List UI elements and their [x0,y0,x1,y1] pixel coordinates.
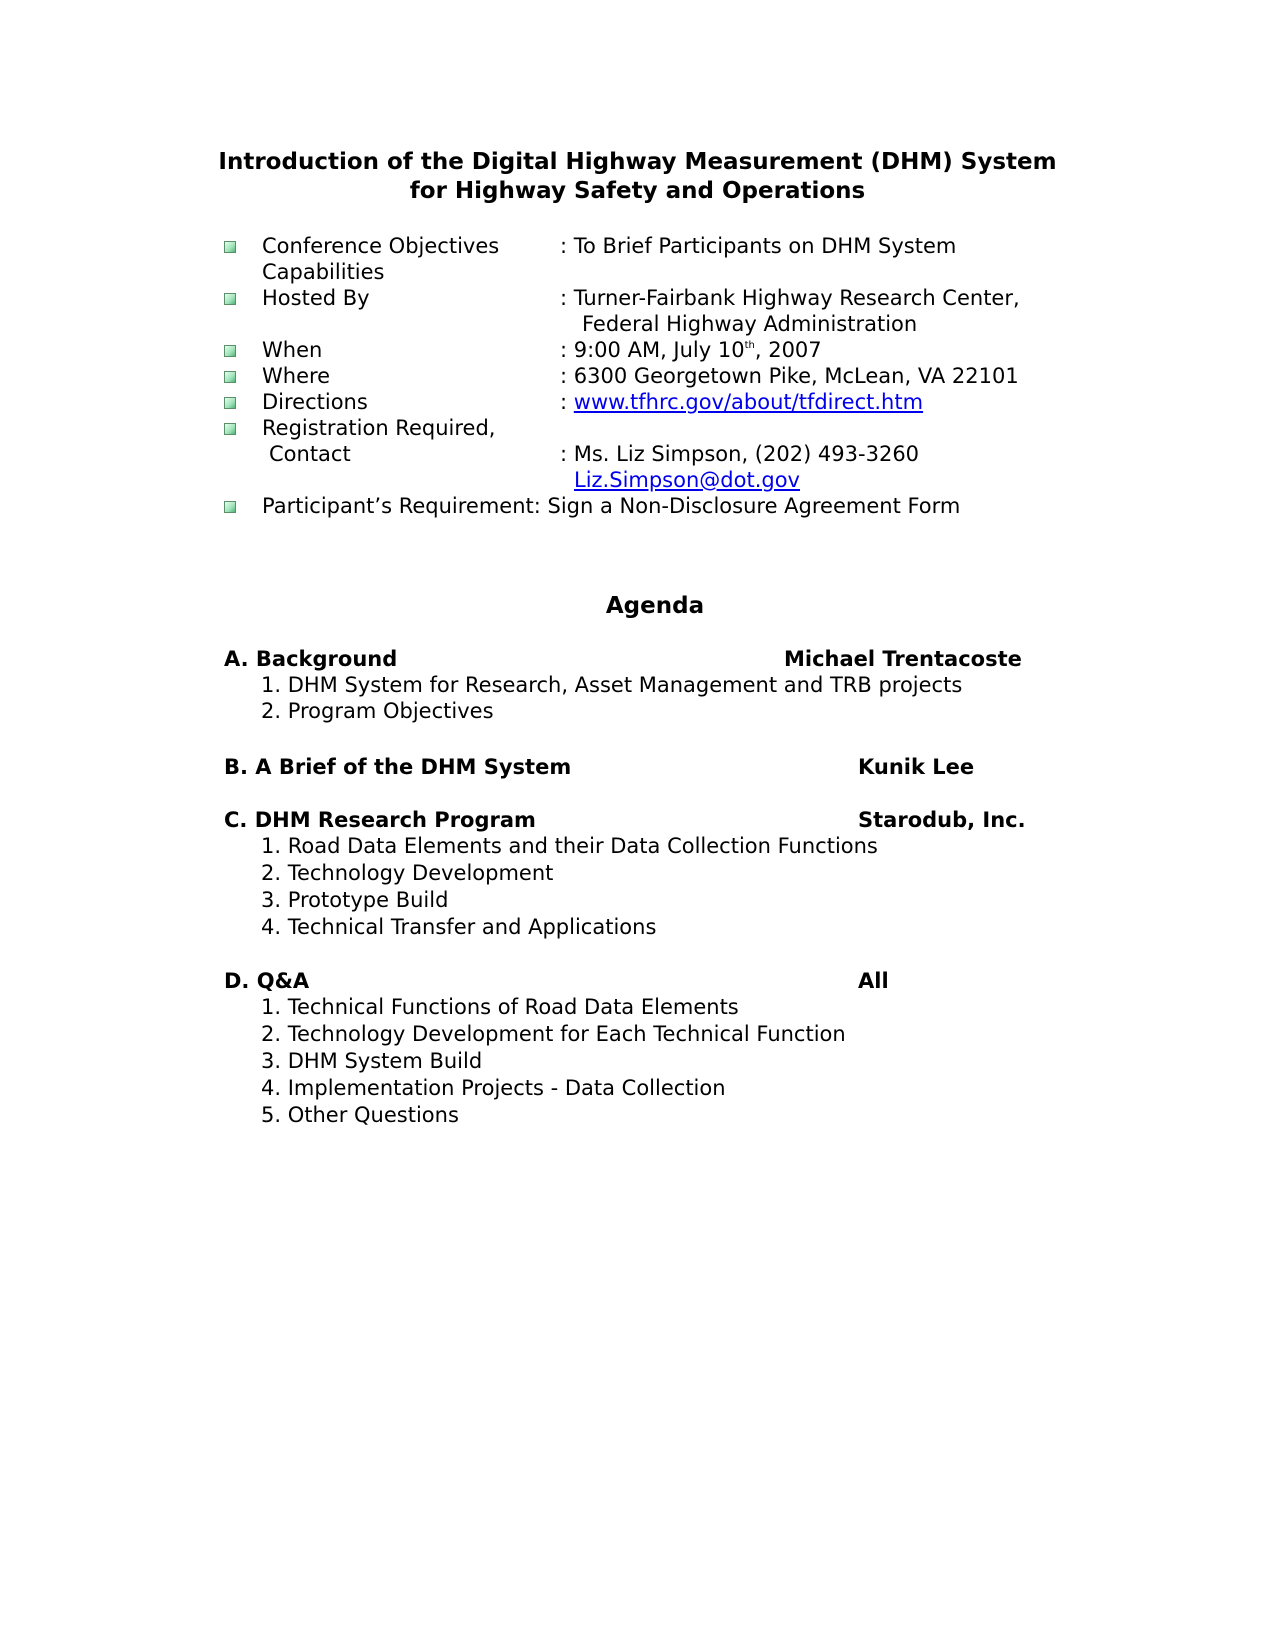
objectives-label-continued: Capabilities [262,260,385,284]
document-title-line-2: for Highway Safety and Operations [409,178,866,204]
when-label: When [262,338,323,362]
square-bullet-icon [224,501,236,513]
agenda-item: 1. Road Data Elements and their Data Collection Functions [261,834,878,858]
directions-link[interactable]: www.tfhrc.gov/about/tfdirect.htm [573,390,924,414]
agenda-section-presenter: Michael Trentacoste [784,647,1022,671]
contact-value: : Ms. Liz Simpson, (202) 493-3260 [560,442,920,466]
info-row-registration [220,415,1120,441]
info-row-where [220,363,1120,389]
agenda-section-title: A. Background [224,647,398,671]
hosted-by-value: : Turner-Fairbank Highway Research Center, [560,286,1020,310]
square-bullet-icon [224,397,236,409]
objectives-value: : To Brief Participants on DHM System [560,234,957,258]
document-title-line-1: Introduction of the Digital Highway Measurement (DHM) System [218,149,1057,175]
agenda-section-presenter: All [858,969,889,993]
hosted-by-label: Hosted By [262,286,370,310]
square-bullet-icon [224,345,236,357]
agenda-section-presenter: Kunik Lee [858,755,975,779]
agenda-heading: Agenda [605,593,705,619]
agenda-section-title: C. DHM Research Program [224,808,536,832]
objectives-label: Conference Objectives [262,234,500,258]
agenda-section-title: D. Q&A [224,969,310,993]
square-bullet-icon [224,423,236,435]
agenda-item: 3. Prototype Build [261,888,449,912]
when-value-date: : 9:00 AM, July 10 [560,338,745,362]
registration-label: Registration Required, [262,416,496,440]
agenda-section-title: B. A Brief of the DHM System [224,755,572,779]
agenda-item: 3. DHM System Build [261,1049,483,1073]
agenda-item: 5. Other Questions [261,1103,459,1127]
agenda-item: 4. Technical Transfer and Applications [261,915,657,939]
agenda-section-presenter: Starodub, Inc. [858,808,1026,832]
square-bullet-icon [224,293,236,305]
square-bullet-icon [224,241,236,253]
contact-email-link[interactable]: Liz.Simpson@dot.gov [574,468,800,492]
agenda-item: 1. DHM System for Research, Asset Management and TRB projects [261,673,963,697]
directions-value [560,389,923,416]
info-row-directions [220,389,1120,415]
agenda-item: 2. Technology Development for Each Technical Function [261,1022,846,1046]
square-bullet-icon [224,371,236,383]
agenda-item: 2. Technology Development [261,861,554,885]
directions-label: Directions [262,390,368,414]
agenda-item: 2. Program Objectives [261,699,494,723]
when-value-ordinal: th [744,340,755,351]
info-row-requirement [220,493,1120,519]
where-label: Where [262,364,331,388]
info-row-when [220,337,1120,363]
where-value: : 6300 Georgetown Pike, McLean, VA 22101 [560,364,1019,388]
agenda-item: 4. Implementation Projects - Data Collection [261,1076,726,1100]
info-row-objectives [220,233,1120,259]
when-value-year: , 2007 [754,338,822,362]
info-row-hosted-by [220,285,1120,311]
requirement-text: Participant’s Requirement: Sign a Non-Disclosure Agreement Form [262,494,961,518]
hosted-by-value-continued: Federal Highway Administration [582,312,918,336]
when-value [560,337,822,364]
directions-colon: : [560,390,574,414]
contact-label: Contact [269,442,351,466]
agenda-item: 1. Technical Functions of Road Data Elements [261,995,739,1019]
